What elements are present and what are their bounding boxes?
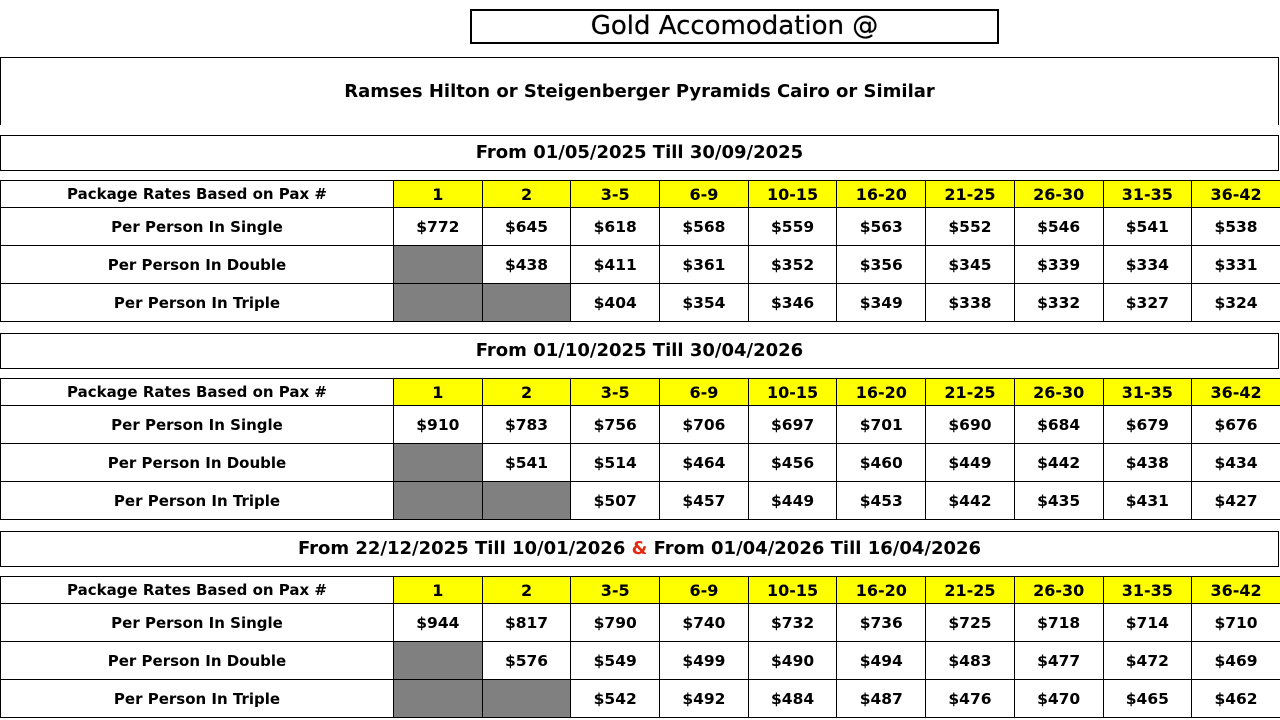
rate-cell: $453 [837, 482, 926, 520]
row-label: Per Person In Single [1, 604, 394, 642]
rate-cell: $438 [482, 246, 571, 284]
rate-cell: $411 [571, 246, 660, 284]
rate-cell: $465 [1103, 680, 1192, 718]
page-title: Gold Accomodation @ [470, 9, 999, 44]
rate-cell: $460 [837, 444, 926, 482]
rate-cell: $546 [1014, 208, 1103, 246]
rate-cell: $541 [1103, 208, 1192, 246]
rate-cell: $483 [926, 642, 1015, 680]
rate-cell: $790 [571, 604, 660, 642]
rate-cell: $456 [748, 444, 837, 482]
rate-cell: $472 [1103, 642, 1192, 680]
rate-cell: $338 [926, 284, 1015, 322]
rate-cell: $563 [837, 208, 926, 246]
pax-column-header: 10-15 [748, 577, 837, 604]
pax-column-header: 36-42 [1192, 379, 1280, 406]
pax-column-header: 2 [482, 181, 571, 208]
table-row [1, 246, 1280, 284]
table-row [1, 642, 1280, 680]
season-2-period: From 01/10/2025 Till 30/04/2026 [0, 333, 1279, 369]
header-label: Package Rates Based on Pax # [1, 181, 394, 208]
row-label: Per Person In Triple [1, 482, 394, 520]
pax-column-header: 16-20 [837, 577, 926, 604]
rate-cell: $541 [482, 444, 571, 482]
rate-cell: $434 [1192, 444, 1280, 482]
rate-cell: $568 [660, 208, 749, 246]
rate-cell: $756 [571, 406, 660, 444]
rate-cell: $404 [571, 284, 660, 322]
pax-column-header: 16-20 [837, 379, 926, 406]
rate-cell: $361 [660, 246, 749, 284]
rate-cell: $514 [571, 444, 660, 482]
rate-cell: $559 [748, 208, 837, 246]
table-row [1, 680, 1280, 718]
rate-cell: $740 [660, 604, 749, 642]
unavailable-cell [482, 680, 571, 718]
pax-column-header: 1 [394, 577, 483, 604]
rate-cell: $576 [482, 642, 571, 680]
rate-cell: $718 [1014, 604, 1103, 642]
pax-column-header: 2 [482, 577, 571, 604]
unavailable-cell [394, 482, 483, 520]
rate-cell: $618 [571, 208, 660, 246]
pax-column-header: 1 [394, 379, 483, 406]
pax-column-header: 21-25 [926, 379, 1015, 406]
table-row [1, 406, 1280, 444]
rate-cell: $427 [1192, 482, 1280, 520]
rate-cell: $538 [1192, 208, 1280, 246]
rate-cell: $442 [926, 482, 1015, 520]
unavailable-cell [394, 642, 483, 680]
pax-column-header: 2 [482, 379, 571, 406]
table-row [1, 208, 1280, 246]
rate-cell: $549 [571, 642, 660, 680]
unavailable-cell [394, 284, 483, 322]
rate-cell: $487 [837, 680, 926, 718]
row-label: Per Person In Double [1, 642, 394, 680]
rate-cell: $324 [1192, 284, 1280, 322]
pax-column-header: 3-5 [571, 181, 660, 208]
rate-cell: $349 [837, 284, 926, 322]
pax-column-header: 6-9 [660, 181, 749, 208]
rate-cell: $944 [394, 604, 483, 642]
row-label: Per Person In Double [1, 444, 394, 482]
rate-cell: $449 [748, 482, 837, 520]
rate-cell: $339 [1014, 246, 1103, 284]
season-3-period-part1: From 22/12/2025 Till 10/01/2026 [297, 538, 626, 559]
pax-column-header: 36-42 [1192, 181, 1280, 208]
pax-column-header: 31-35 [1103, 379, 1192, 406]
pax-column-header: 10-15 [748, 181, 837, 208]
unavailable-cell [394, 444, 483, 482]
table-row [1, 482, 1280, 520]
rate-cell: $701 [837, 406, 926, 444]
pax-column-header: 3-5 [571, 379, 660, 406]
rate-cell: $817 [482, 604, 571, 642]
pax-column-header: 10-15 [748, 379, 837, 406]
hotel-name: Ramses Hilton or Steigenberger Pyramids Cairo or Similar [0, 57, 1279, 125]
rate-cell: $732 [748, 604, 837, 642]
rate-cell: $484 [748, 680, 837, 718]
season-1-rate-table [0, 180, 1280, 322]
rate-cell: $499 [660, 642, 749, 680]
pax-column-header: 6-9 [660, 577, 749, 604]
rate-cell: $710 [1192, 604, 1280, 642]
rate-cell: $690 [926, 406, 1015, 444]
season-1-period: From 01/05/2025 Till 30/09/2025 [0, 135, 1279, 171]
pax-column-header: 16-20 [837, 181, 926, 208]
table-header-row [1, 181, 1280, 208]
table-header-row [1, 379, 1280, 406]
table-row [1, 444, 1280, 482]
rate-cell: $492 [660, 680, 749, 718]
pax-column-header: 31-35 [1103, 577, 1192, 604]
rate-cell: $706 [660, 406, 749, 444]
rate-cell: $470 [1014, 680, 1103, 718]
rate-cell: $457 [660, 482, 749, 520]
season-3-period-part2: From 01/04/2026 Till 16/04/2026 [653, 538, 982, 559]
rate-cell: $679 [1103, 406, 1192, 444]
header-label: Package Rates Based on Pax # [1, 379, 394, 406]
pax-column-header: 26-30 [1014, 181, 1103, 208]
rate-cell: $714 [1103, 604, 1192, 642]
rate-cell: $477 [1014, 642, 1103, 680]
rate-cell: $772 [394, 208, 483, 246]
rate-cell: $332 [1014, 284, 1103, 322]
unavailable-cell [394, 680, 483, 718]
row-label: Per Person In Single [1, 406, 394, 444]
pax-column-header: 21-25 [926, 577, 1015, 604]
pax-column-header: 26-30 [1014, 379, 1103, 406]
rate-cell: $645 [482, 208, 571, 246]
rate-cell: $352 [748, 246, 837, 284]
rate-cell: $476 [926, 680, 1015, 718]
pax-column-header: 21-25 [926, 181, 1015, 208]
header-label: Package Rates Based on Pax # [1, 577, 394, 604]
rate-cell: $542 [571, 680, 660, 718]
unavailable-cell [482, 284, 571, 322]
table-row [1, 604, 1280, 642]
row-label: Per Person In Triple [1, 680, 394, 718]
rate-cell: $334 [1103, 246, 1192, 284]
rate-cell: $494 [837, 642, 926, 680]
pax-column-header: 1 [394, 181, 483, 208]
unavailable-cell [394, 246, 483, 284]
row-label: Per Person In Double [1, 246, 394, 284]
rate-cell: $331 [1192, 246, 1280, 284]
rate-cell: $442 [1014, 444, 1103, 482]
rate-cell: $736 [837, 604, 926, 642]
pax-column-header: 31-35 [1103, 181, 1192, 208]
period-ampersand: & [631, 538, 648, 559]
rate-cell: $910 [394, 406, 483, 444]
rate-cell: $725 [926, 604, 1015, 642]
table-header-row [1, 577, 1280, 604]
rate-cell: $469 [1192, 642, 1280, 680]
season-3-rate-table [0, 576, 1280, 718]
table-row [1, 284, 1280, 322]
season-2-rate-table [0, 378, 1280, 520]
rate-cell: $438 [1103, 444, 1192, 482]
rate-cell: $431 [1103, 482, 1192, 520]
pax-column-header: 36-42 [1192, 577, 1280, 604]
rate-cell: $462 [1192, 680, 1280, 718]
row-label: Per Person In Single [1, 208, 394, 246]
rate-cell: $464 [660, 444, 749, 482]
rate-cell: $327 [1103, 284, 1192, 322]
rate-cell: $449 [926, 444, 1015, 482]
rate-cell: $345 [926, 246, 1015, 284]
rate-cell: $490 [748, 642, 837, 680]
rate-cell: $676 [1192, 406, 1280, 444]
pax-column-header: 26-30 [1014, 577, 1103, 604]
rate-cell: $346 [748, 284, 837, 322]
rate-cell: $783 [482, 406, 571, 444]
rate-cell: $507 [571, 482, 660, 520]
rate-cell: $356 [837, 246, 926, 284]
row-label: Per Person In Triple [1, 284, 394, 322]
unavailable-cell [482, 482, 571, 520]
rate-cell: $435 [1014, 482, 1103, 520]
rate-cell: $354 [660, 284, 749, 322]
pax-column-header: 6-9 [660, 379, 749, 406]
season-3-period [0, 531, 1279, 567]
rate-cell: $697 [748, 406, 837, 444]
rate-cell: $684 [1014, 406, 1103, 444]
pax-column-header: 3-5 [571, 577, 660, 604]
rate-cell: $552 [926, 208, 1015, 246]
